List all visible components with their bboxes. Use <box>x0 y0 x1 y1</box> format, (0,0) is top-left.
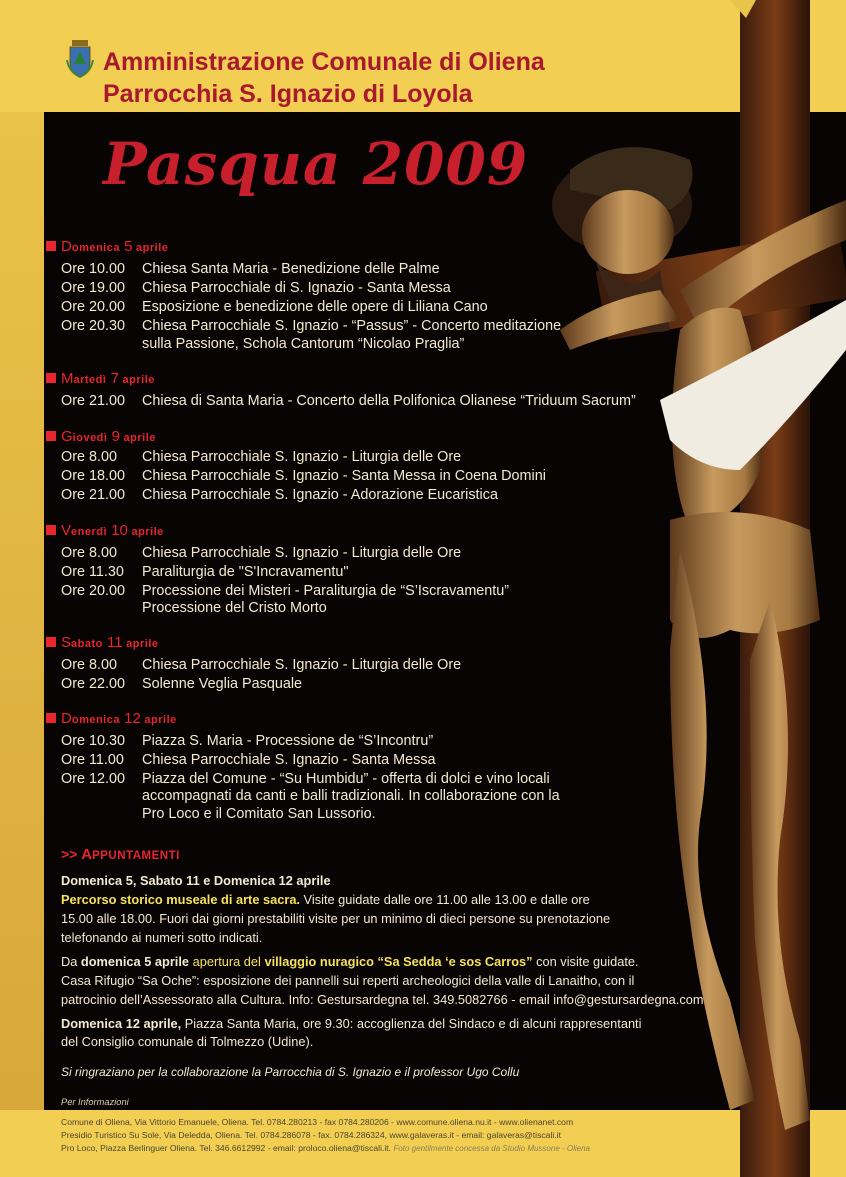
schedule-row: Ore 10.30 Piazza S. Maria - Processione de “S’Incontru” <box>61 733 434 749</box>
schedule-row: Ore 19.00 Chiesa Parrocchiale di S. Ignazio - Santa Messa <box>61 280 451 296</box>
day-heading-sabato-11: Sabato 11 aprile <box>46 634 159 651</box>
header-line1: Amministrazione Comunale di Oliena <box>103 48 545 76</box>
bullet-square-icon <box>46 241 56 251</box>
schedule-row: Ore 11.30 Paraliturgia de "S'Incravamentu" <box>61 564 349 580</box>
coat-of-arms-icon <box>66 40 94 78</box>
appuntamenti-line: telefonando ai numeri sotto indicati. <box>61 930 263 945</box>
appuntamenti-line: Domenica 5, Sabato 11 e Domenica 12 aprile <box>61 873 331 888</box>
thanks-line: Si ringraziano per la collaborazione la Parrocchia di S. Ignazio e il professor Ugo Collu <box>61 1065 520 1079</box>
schedule-row: Ore 8.00 Chiesa Parrocchiale S. Ignazio - Liturgia delle Ore <box>61 449 462 465</box>
day-heading-domenica-5: Domenica 5 aprile <box>46 238 168 255</box>
appuntamenti-heading: >> APPUNTAMENTI <box>61 846 180 863</box>
left-yellow-band <box>0 112 44 1110</box>
bullet-square-icon <box>46 637 56 647</box>
bullet-square-icon <box>46 713 56 723</box>
schedule-continuation: sulla Passione, Schola Cantorum “Nicolao Praglia” <box>142 336 465 352</box>
footer-line: Pro Loco, Piazza Berlinguer Oliena. Tel. 346.6612992 - email: proloco.oliena@tiscali.it. Foto gentilmente concessa da Studio Mussone - Oliena <box>61 1143 591 1153</box>
schedule-row: Ore 20.30 Chiesa Parrocchiale S. Ignazio - “Passus” - Concerto meditazione <box>61 318 562 334</box>
schedule-continuation: accompagnati da canti e balli tradizionali. In collaborazione con la <box>142 788 560 804</box>
schedule-row: Ore 18.00 Chiesa Parrocchiale S. Ignazio - Santa Messa in Coena Domini <box>61 468 546 484</box>
info-label: Per Informazioni <box>61 1097 129 1107</box>
appuntamenti-line: Casa Rifugio “Sa Oche”: esposizione dei pannelli sui reperti archeologici della valle di Lanaitho, con il <box>61 973 635 988</box>
schedule-row: Ore 20.00 Processione dei Misteri - Paraliturgia de “S’Iscravamentu” <box>61 583 510 599</box>
schedule-row: Ore 11.00 Chiesa Parrocchiale S. Ignazio - Santa Messa <box>61 752 436 768</box>
bullet-square-icon <box>46 525 56 535</box>
day-heading-giovedi-9: Giovedì 9 aprile <box>46 428 156 445</box>
appuntamenti-line: Da domenica 5 aprile apertura del villaggio nuragico “Sa Sedda ‘e sos Carros” con visite guidate. <box>61 954 639 969</box>
appuntamenti-line: 15.00 alle 18.00. Fuori dai giorni prestabiliti visite per un minimo di dieci persone su prenotazione <box>61 911 611 926</box>
day-heading-martedi-7: Martedì 7 aprile <box>46 370 155 387</box>
schedule-row: Ore 21.00 Chiesa di Santa Maria - Concerto della Polifonica Olianese “Triduum Sacrum” <box>61 393 636 409</box>
day-heading-venerdi-10: Venerdì 10 aprile <box>46 522 164 539</box>
schedule-row: Ore 20.00 Esposizione e benedizione delle opere di Liliana Cano <box>61 299 488 315</box>
appuntamenti-line: patrocinio dell’Assessorato alla Cultura. Info: Gestursardegna tel. 349.5082766 - email info@gestursardegna.com <box>61 992 704 1007</box>
footer-line: Presidio Turistico Su Sole, Via Deledda, Oliena. Tel. 0784.286078 - fax. 0784.286324, www.galaveras.it - email: galaveras@tiscali.it <box>61 1130 561 1140</box>
photo-credit: Foto gentilmente concessa da Studio Mussone - Oliena <box>393 1144 591 1153</box>
schedule-row: Ore 8.00 Chiesa Parrocchiale S. Ignazio - Liturgia delle Ore <box>61 657 462 673</box>
schedule-continuation: Pro Loco e il Comitato San Lussorio. <box>142 806 376 822</box>
schedule-row: Ore 12.00 Piazza del Comune - “Su Humbidu” - offerta di dolci e vino locali <box>61 771 550 787</box>
page-title: Pasqua 2009 <box>103 130 529 198</box>
schedule-row: Ore 21.00 Chiesa Parrocchiale S. Ignazio - Adorazione Eucaristica <box>61 487 498 503</box>
footer-line: Comune di Oliena, Via Vittorio Emanuele, Oliena. Tel. 0784.280213 - fax 0784.280206 - www.comune.oliena.nu.it - www.olienanet.com <box>61 1117 574 1127</box>
bullet-square-icon <box>46 431 56 441</box>
day-heading-domenica-12: Domenica 12 aprile <box>46 710 177 727</box>
appuntamenti-line: Domenica 12 aprile, Piazza Santa Maria, ore 9.30: accoglienza del Sindaco e di alcuni rappresentanti <box>61 1016 642 1031</box>
schedule-row: Ore 10.00 Chiesa Santa Maria - Benedizione delle Palme <box>61 261 440 277</box>
schedule-row: Ore 22.00 Solenne Veglia Pasquale <box>61 676 303 692</box>
appuntamenti-line: del Consiglio comunale di Tolmezzo (Udine). <box>61 1034 314 1049</box>
header-line2: Parrocchia S. Ignazio di Loyola <box>103 80 473 108</box>
appuntamenti-line: Percorso storico museale di arte sacra. Visite guidate dalle ore 11.00 alle 13.00 e dalle ore <box>61 892 590 907</box>
schedule-continuation: Processione del Cristo Morto <box>142 600 327 616</box>
bullet-square-icon <box>46 373 56 383</box>
schedule-row: Ore 8.00 Chiesa Parrocchiale S. Ignazio - Liturgia delle Ore <box>61 545 462 561</box>
